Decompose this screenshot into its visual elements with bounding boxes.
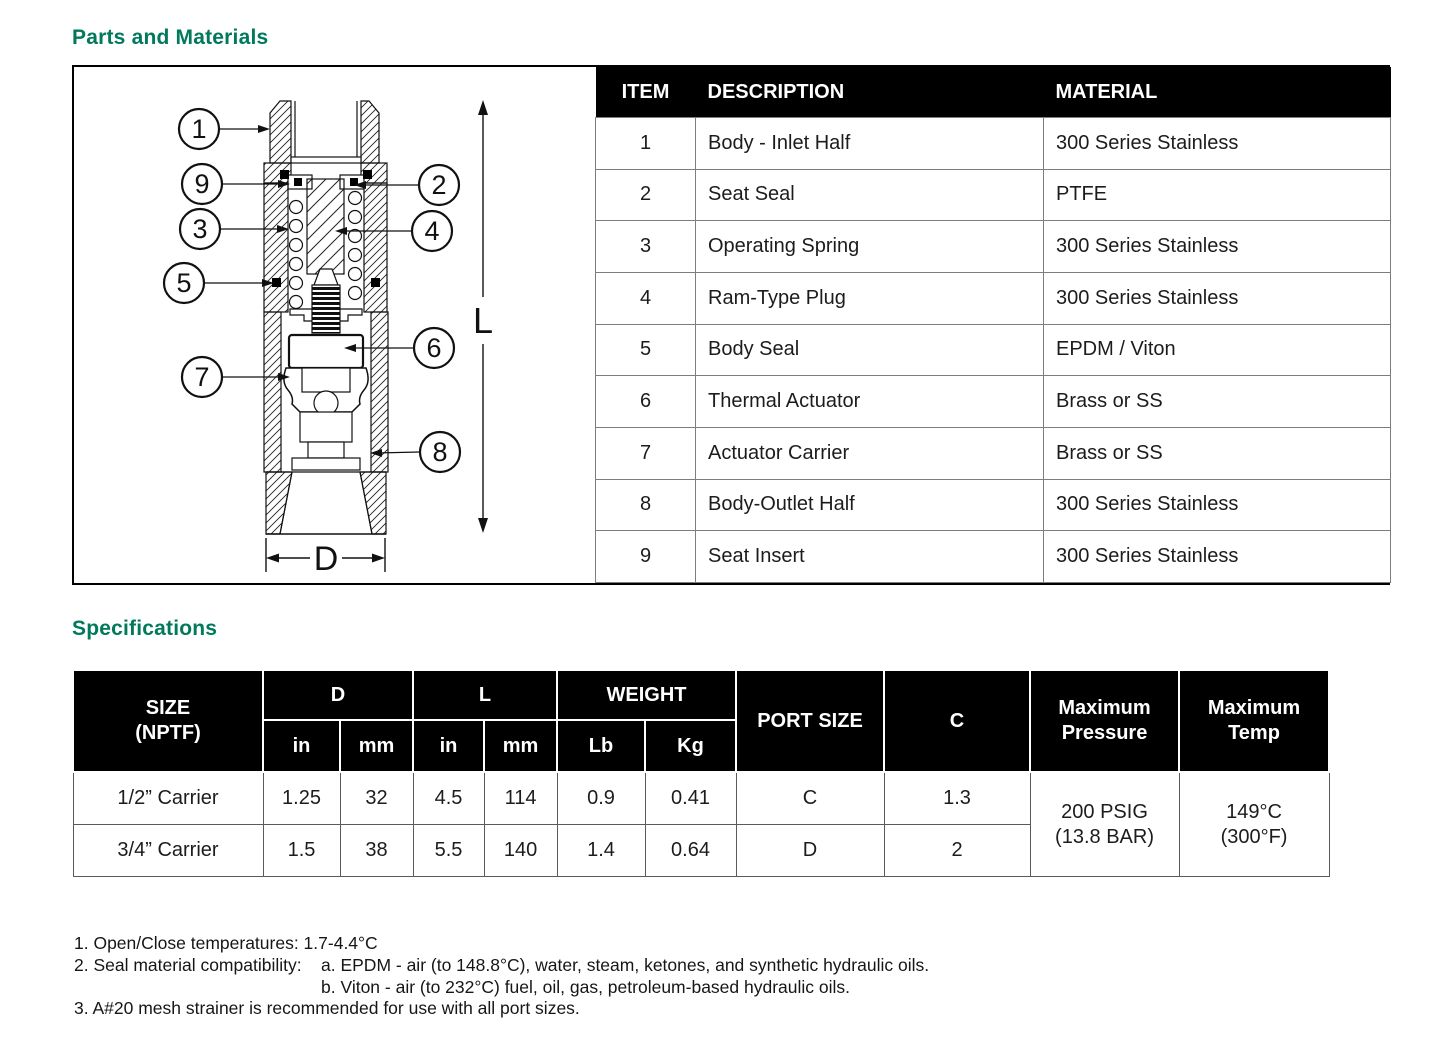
item-material: 300 Series Stainless (1044, 479, 1391, 531)
item-description: Body Seal (696, 324, 1044, 376)
length-label: L (472, 300, 494, 341)
d-in-value: 1.5 (263, 825, 340, 877)
item-material: Brass or SS (1044, 376, 1391, 428)
item-number: 9 (596, 531, 696, 583)
item-number: 6 (596, 376, 696, 428)
c-value: 1.3 (884, 772, 1030, 825)
item-number: 5 (596, 324, 696, 376)
item-material: 300 Series Stainless (1044, 531, 1391, 583)
table-row (596, 479, 1391, 531)
item-description: Operating Spring (696, 221, 1044, 273)
item-material: 300 Series Stainless (1044, 272, 1391, 324)
svg-text:4: 4 (424, 216, 440, 246)
specs-header-row-1 (73, 670, 1329, 720)
max-temp-value: 149°C (300°F) (1179, 772, 1329, 877)
callout-1 (179, 109, 270, 149)
size-value: 3/4” Carrier (73, 825, 263, 877)
weight-kg-value: 0.64 (645, 825, 736, 877)
table-row (596, 221, 1391, 273)
col-header-size: SIZE (NPTF) (73, 670, 263, 772)
item-description: Body - Inlet Half (696, 118, 1044, 170)
valve-body-outline (264, 101, 388, 534)
col-header-l: L (413, 670, 557, 720)
size-value: 1/2” Carrier (73, 772, 263, 825)
table-row (596, 118, 1391, 170)
col-header-d: D (263, 670, 413, 720)
parts-materials-table (595, 67, 1391, 583)
thermal-actuator (289, 335, 363, 368)
item-description: Thermal Actuator (696, 376, 1044, 428)
item-material: Brass or SS (1044, 427, 1391, 479)
col-header-l-mm: mm (484, 720, 557, 772)
svg-text:7: 7 (194, 362, 210, 392)
col-header-port-size: PORT SIZE (736, 670, 884, 772)
footnote-2a (74, 955, 929, 977)
threaded-stem (312, 285, 340, 333)
d-in-value: 1.25 (263, 772, 340, 825)
item-number: 3 (596, 221, 696, 273)
d-mm-value: 32 (340, 772, 413, 825)
item-description: Ram-Type Plug (696, 272, 1044, 324)
valve-cross-section-diagram (74, 67, 597, 585)
footnote-2a-text: a. EPDM - air (to 148.8°C), water, steam, ketones, and synthetic hydraulic oils. (321, 954, 930, 975)
d-mm-value: 38 (340, 825, 413, 877)
max-pressure-value: 200 PSIG (13.8 BAR) (1030, 772, 1179, 877)
footnote-2b: b. Viton - air (to 232°C) fuel, oil, gas, petroleum-based hydraulic oils. (321, 976, 851, 997)
c-value: 2 (884, 825, 1030, 877)
col-header-description: DESCRIPTION (696, 67, 1044, 118)
item-material: PTFE (1044, 169, 1391, 221)
footnote-2-label: 2. Seal material compatibility: (74, 954, 302, 975)
col-header-c: C (884, 670, 1030, 772)
l-mm-value: 140 (484, 825, 557, 877)
l-mm-value: 114 (484, 772, 557, 825)
col-header-weight: WEIGHT (557, 670, 736, 720)
weight-lb-value: 0.9 (557, 772, 645, 825)
table-row (596, 324, 1391, 376)
svg-text:6: 6 (426, 333, 442, 363)
specifications-table (72, 669, 1330, 877)
item-description: Actuator Carrier (696, 427, 1044, 479)
port-size-value: C (736, 772, 884, 825)
parts-figure-box (72, 65, 1390, 585)
item-description: Body-Outlet Half (696, 479, 1044, 531)
col-header-item: ITEM (596, 67, 696, 118)
col-header-d-mm: mm (340, 720, 413, 772)
table-row (596, 531, 1391, 583)
col-header-max-temp: Maximum Temp (1179, 670, 1329, 772)
item-number: 7 (596, 427, 696, 479)
col-header-max-pressure: Maximum Pressure (1030, 670, 1179, 772)
callout-5 (164, 263, 274, 303)
svg-text:3: 3 (192, 214, 208, 244)
parts-and-materials-heading: Parts and Materials (72, 26, 269, 49)
item-material: 300 Series Stainless (1044, 118, 1391, 170)
item-number: 1 (596, 118, 696, 170)
col-header-weight-kg: Kg (645, 720, 736, 772)
footnote-3: 3. A#20 mesh strainer is recommended for use with all port sizes. (74, 998, 580, 1019)
footnotes (74, 933, 929, 1020)
svg-text:2: 2 (431, 170, 447, 200)
item-number: 2 (596, 169, 696, 221)
item-description: Seat Insert (696, 531, 1044, 583)
table-row (596, 272, 1391, 324)
ram-plug (307, 179, 344, 274)
col-header-l-in: in (413, 720, 484, 772)
item-number: 4 (596, 272, 696, 324)
svg-text:9: 9 (194, 169, 210, 199)
specifications-heading: Specifications (72, 617, 218, 640)
weight-kg-value: 0.41 (645, 772, 736, 825)
table-row (596, 376, 1391, 428)
l-in-value: 5.5 (413, 825, 484, 877)
table-row (596, 427, 1391, 479)
col-header-weight-lb: Lb (557, 720, 645, 772)
l-in-value: 4.5 (413, 772, 484, 825)
port-size-value: D (736, 825, 884, 877)
col-header-material: MATERIAL (1044, 67, 1391, 118)
item-number: 8 (596, 479, 696, 531)
svg-text:5: 5 (176, 268, 192, 298)
svg-text:1: 1 (191, 114, 207, 144)
item-material: 300 Series Stainless (1044, 221, 1391, 273)
table-row (596, 169, 1391, 221)
diameter-label: D (313, 540, 339, 578)
parts-table-header-row (596, 67, 1391, 118)
item-material: EPDM / Viton (1044, 324, 1391, 376)
specs-row-half-inch (73, 772, 1329, 825)
footnote-1: 1. Open/Close temperatures: 1.7-4.4°C (74, 933, 378, 953)
svg-text:8: 8 (432, 437, 448, 467)
col-header-d-in: in (263, 720, 340, 772)
weight-lb-value: 1.4 (557, 825, 645, 877)
item-description: Seat Seal (696, 169, 1044, 221)
